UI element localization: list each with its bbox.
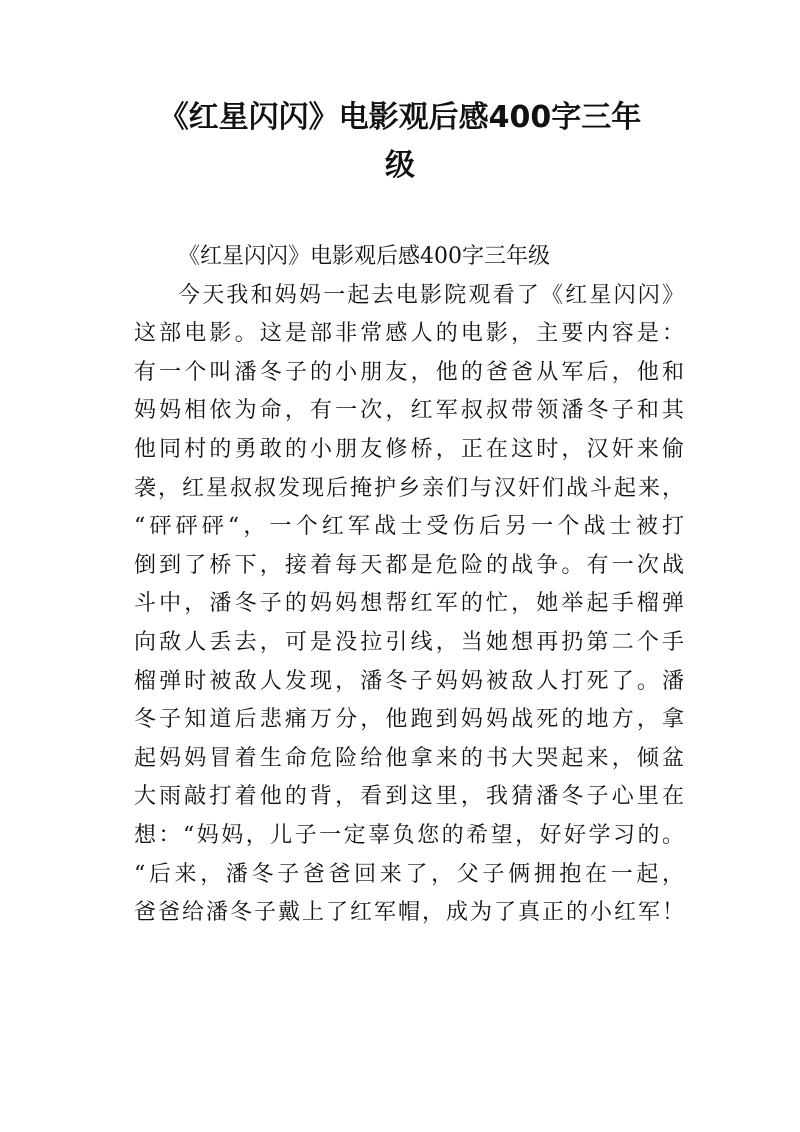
paragraph-line: 向敌人丢去，可是没拉引线，当她想再扔第二个手: [134, 629, 684, 655]
paragraph-line: 今天我和妈妈一起去电影院观看了《红星闪闪》: [178, 282, 684, 308]
paragraph-line: 想：“妈妈，儿子一定辜负您的希望，好好学习的。: [134, 822, 684, 848]
paragraph-line: 他同村的勇敢的小朋友修桥，正在这时，汉奸来偷: [134, 436, 684, 462]
paragraph-line: “砰砰砰“，一个红军战士受伤后另一个战士被打: [134, 514, 684, 540]
page-title-line-1: 《红星闪闪》电影观后感400字三年: [158, 100, 642, 135]
paragraph-line: 袭，红星叔叔发现后掩护乡亲们与汉奸们战斗起来，: [134, 475, 684, 501]
paragraph-line: 大雨敲打着他的背，看到这里，我猜潘冬子心里在: [134, 784, 684, 810]
paragraph-line: 有一个叫潘冬子的小朋友，他的爸爸从军后，他和: [134, 359, 684, 385]
page-title-line-2: 级: [385, 148, 415, 183]
paragraph-line: 冬子知道后悲痛万分，他跑到妈妈战死的地方，拿: [134, 707, 684, 733]
article-subtitle: 《红星闪闪》电影观后感400字三年级: [178, 244, 550, 269]
paragraph-line: 爸爸给潘冬子戴上了红军帽，成为了真正的小红军！: [134, 900, 684, 926]
paragraph-line: 妈妈相依为命，有一次，红军叔叔带领潘冬子和其: [134, 398, 684, 424]
page-title: [120, 94, 680, 190]
paragraph-line: “后来，潘冬子爸爸回来了，父子俩拥抱在一起，: [134, 861, 684, 887]
paragraph-line: 斗中，潘冬子的妈妈想帮红军的忙，她举起手榴弹: [134, 591, 684, 617]
article-body: [134, 238, 684, 933]
paragraph-line: 起妈妈冒着生命危险给他拿来的书大哭起来，倾盆: [134, 745, 684, 771]
paragraph-line: 倒到了桥下，接着每天都是危险的战争。有一次战: [134, 552, 684, 578]
paragraph-line: 这部电影。这是部非常感人的电影，主要内容是：: [134, 321, 684, 347]
paragraph-line: 榴弹时被敌人发现，潘冬子妈妈被敌人打死了。潘: [134, 668, 684, 694]
